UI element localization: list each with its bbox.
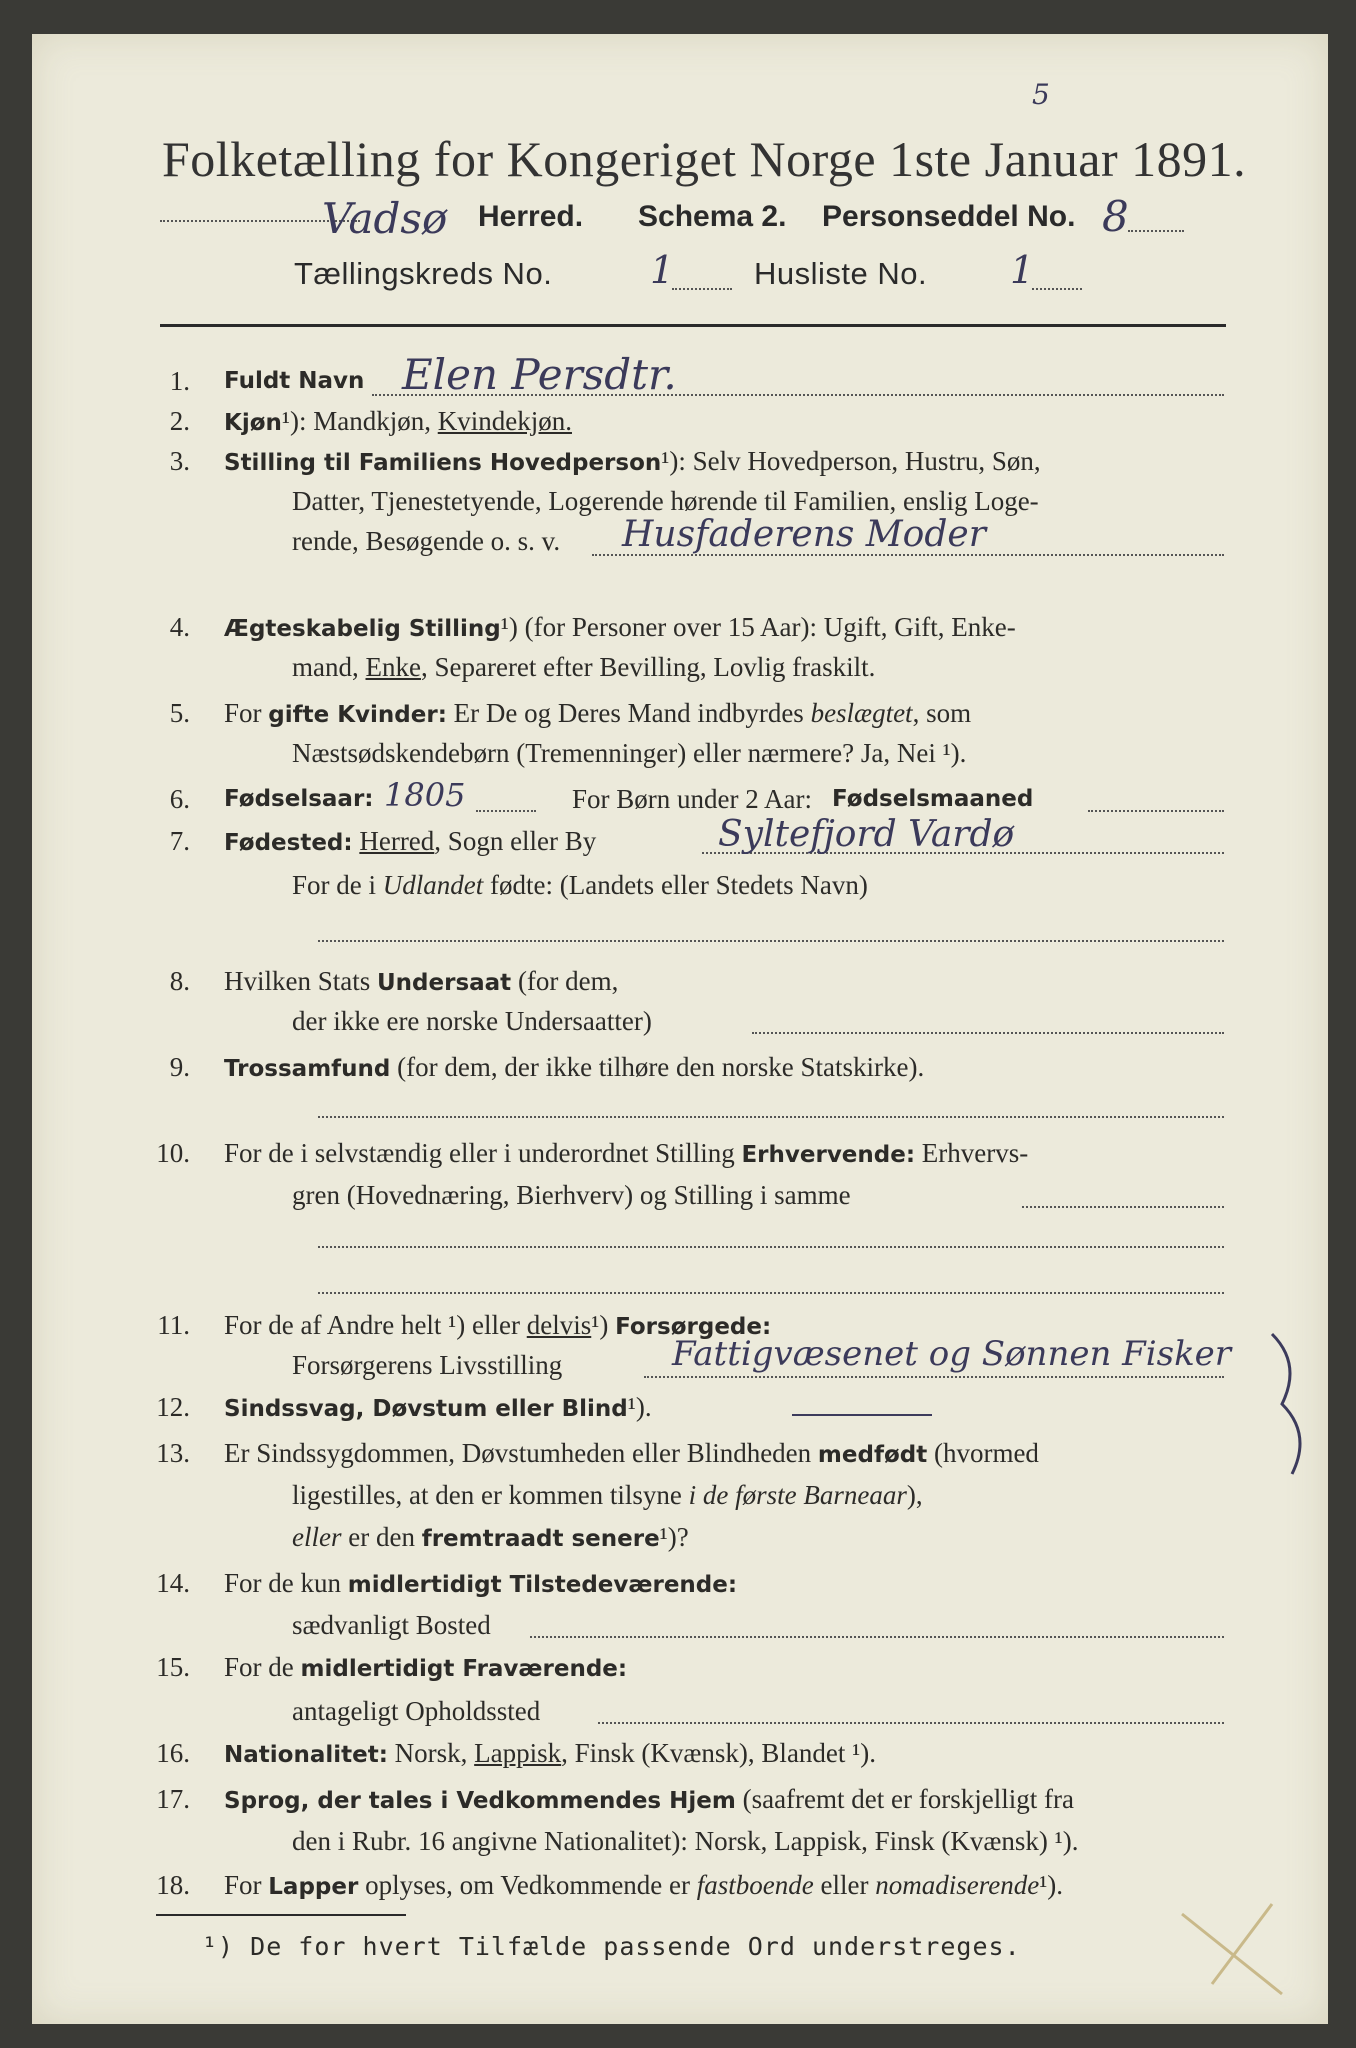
item-text: Er Sindssygdommen, Døvstumheden eller Blindheden — [224, 1438, 812, 1468]
item-number: 14. — [156, 1568, 190, 1598]
item-text: ¹) — [591, 1310, 609, 1340]
item-text: Er De og Deres Mand indbyrdes — [453, 698, 804, 728]
item-text: ligestilles, at den er kommen tilsyne — [292, 1480, 682, 1510]
footnote: ¹) De for hvert Tilfælde passende Ord understreges. — [202, 1932, 1021, 1961]
husliste-number: 1 — [1010, 248, 1035, 292]
item-text: ¹)? — [659, 1522, 689, 1552]
item-number: 3. — [169, 446, 190, 476]
selected-delvis: delvis — [526, 1310, 592, 1340]
item-text: ¹) (for Personer over 15 Aar): Ugift, Gift, Enke- — [500, 612, 1016, 642]
item-text: ¹). — [1039, 1870, 1064, 1900]
item-line — [224, 1738, 876, 1769]
fodselsaar-value: 1805 — [384, 776, 466, 814]
item-line — [224, 1052, 924, 1083]
item-text: (hvormed — [933, 1438, 1039, 1468]
item-label-undersaat: Undersaat — [377, 970, 512, 996]
item-number: 1. — [169, 366, 190, 396]
item-line — [292, 1522, 689, 1553]
item-label-sindssvag: Sindssvag, Døvstum eller Blind — [224, 1396, 628, 1422]
item-text: (for dem, der ikke tilhøre den norske Statskirke). — [397, 1052, 925, 1082]
item-text: (saafremt det er forskjelligt fra — [742, 1784, 1074, 1814]
kreds-label: Tællingskreds No. — [294, 256, 553, 291]
item-label-trossamfund: Trossamfund — [224, 1056, 391, 1082]
item-line — [224, 966, 618, 997]
item-text: , Sogn eller By — [434, 826, 597, 856]
selected-kvindekjon: Kvindekjøn. — [437, 406, 572, 436]
form-title: Folketælling for Kongeriget Norge 1ste Januar 1891. — [162, 131, 1247, 187]
husliste-dots — [1032, 288, 1082, 290]
item-number: 8. — [169, 966, 190, 996]
erhverv-dots-2 — [318, 1246, 1224, 1248]
bosted-dots — [530, 1636, 1224, 1638]
item-text: Hvilken Stats — [224, 966, 371, 996]
item-text: For de — [224, 1652, 294, 1682]
item-number: 13. — [156, 1438, 190, 1468]
personseddel-number: 8 — [1102, 192, 1129, 241]
census-form-sheet — [32, 34, 1328, 2024]
personseddel-dots — [1128, 230, 1184, 232]
item-text: ), — [906, 1480, 923, 1510]
item-line — [224, 1870, 1063, 1901]
schema-label: Schema 2. — [638, 200, 787, 233]
item-text: rende, Besøgende o. s. v. — [292, 526, 561, 556]
item-line — [292, 1480, 923, 1511]
item-text: den i Rubr. 16 angivne Nationalitet): Norsk, Lappisk, Finsk (Kvænsk) ¹). — [292, 1826, 1079, 1856]
fodselsaar-dots — [476, 810, 536, 812]
item-text: fastboende — [696, 1870, 814, 1900]
item-line — [292, 870, 868, 901]
item-number: 16. — [156, 1738, 190, 1768]
kreds-number: 1 — [650, 248, 675, 292]
item-text: Næstsødskendebørn (Tremenninger) eller nærmere? Ja, Nei ¹). — [292, 738, 967, 768]
item-text: For — [224, 1870, 262, 1900]
item-label-medfodt: medfødt — [817, 1442, 928, 1468]
item-number: 11. — [157, 1310, 190, 1340]
ink-cross-mark — [1172, 1894, 1292, 2004]
item-text: i de første Barneaar — [688, 1480, 907, 1510]
name-value: Elen Persdtr. — [402, 350, 677, 399]
header-rule — [160, 324, 1226, 327]
item-text: (for dem, — [517, 966, 619, 996]
kreds-dots — [672, 288, 732, 290]
item-label-fremtraadt: fremtraadt senere — [421, 1526, 660, 1552]
item-text: For — [224, 698, 262, 728]
item-label-stilling: Stilling til Familiens Hovedperson — [224, 450, 662, 476]
forsorger-value: Fattigvæsenet og Sønnen Fisker — [672, 1334, 1232, 1374]
item-label-lapper: Lapper — [268, 1874, 359, 1900]
item-line — [224, 1784, 1074, 1815]
item-text: nomadiserende — [875, 1870, 1040, 1900]
item-line — [224, 612, 1016, 643]
stilling-value: Husfaderens Moder — [622, 514, 986, 555]
item-label-nationalitet: Nationalitet: — [224, 1742, 388, 1768]
item-number: 17. — [156, 1784, 190, 1814]
item-label-sprog: Sprog, der tales i Vedkommendes Hjem — [224, 1788, 736, 1814]
item-text: fødte: (Landets eller Stedets Navn) — [490, 870, 868, 900]
fodested-value: Syltefjord Vardø — [718, 814, 1015, 855]
selected-lappisk: Lappisk — [474, 1738, 562, 1768]
item-number: 6. — [169, 784, 190, 814]
herred-label: Herred. — [478, 200, 584, 233]
personseddel-label: Personseddel No. — [822, 200, 1076, 233]
item-text: mand, — [292, 652, 359, 682]
item-text: ¹): Mandkjøn, — [281, 406, 431, 436]
undersaat-dots — [752, 1032, 1224, 1034]
item-label-fodselsaar: Fødselsaar: — [224, 786, 374, 812]
item-number: 9. — [169, 1052, 190, 1082]
item-text: sædvanligt Bosted — [292, 1610, 491, 1640]
item-text: ¹): Selv Hovedperson, Hustru, Søn, — [661, 446, 1041, 476]
item-text: For de i selvstændig eller i underordnet Stilling — [224, 1138, 735, 1168]
item-label-fodselsmaaned: Fødselsmaaned — [832, 786, 1034, 812]
item-text: Erhvervs- — [921, 1138, 1029, 1168]
item-text: Forsørgerens Livsstilling — [292, 1350, 563, 1380]
trossamfund-dots — [318, 1116, 1224, 1118]
item-line — [224, 1138, 1028, 1169]
item-number: 5. — [169, 698, 190, 728]
erhverv-dots-1 — [1022, 1206, 1224, 1208]
item-label-erhvervende: Erhvervende: — [741, 1142, 916, 1168]
item-text: For de kun — [224, 1568, 341, 1598]
item-text: , som — [912, 698, 972, 728]
item-label-forsorgede: Forsørgede: — [615, 1314, 772, 1340]
selected-enke: Enke — [365, 652, 421, 682]
herred-handwritten: Vadsø — [322, 194, 448, 243]
item-text: , Separeret efter Bevilling, Lovlig fraskilt. — [420, 652, 876, 682]
opholdssted-dots — [598, 1722, 1224, 1724]
item-label-fravaerende: midlertidigt Fraværende: — [300, 1656, 628, 1682]
item-number: 18. — [156, 1870, 190, 1900]
item-line — [224, 826, 596, 857]
item-text: Udlandet — [382, 870, 484, 900]
selected-herred: Herred — [359, 826, 435, 856]
item-text: eller — [820, 1870, 869, 1900]
item-text: For de i — [292, 870, 376, 900]
item-line — [224, 1652, 627, 1683]
item-text: For de af Andre helt ¹) eller — [224, 1310, 520, 1340]
udlandet-dots — [318, 940, 1224, 942]
item-label-fuldt-navn: Fuldt Navn — [224, 368, 365, 394]
item-text: Norsk, — [394, 1738, 468, 1768]
item-label-fodested: Fødested: — [224, 830, 353, 856]
margin-ink-mark — [1262, 1324, 1322, 1484]
item-line — [224, 1392, 652, 1423]
item-text: gren (Hovednæring, Bierhverv) og Stilling i samme — [292, 1180, 851, 1210]
item-text: Datter, Tjenestetyende, Logerende hørende til Familien, enslig Loge- — [292, 486, 1039, 516]
item-number: 10. — [156, 1138, 190, 1168]
item-text: ¹). — [627, 1392, 652, 1422]
page-mark: 5 — [1032, 78, 1050, 111]
item-text: , Finsk (Kvænsk), Blandet ¹). — [561, 1738, 876, 1768]
husliste-label: Husliste No. — [754, 256, 928, 291]
item-number: 12. — [156, 1392, 190, 1422]
item-line — [224, 446, 1041, 477]
item-line — [224, 1438, 1039, 1469]
item-number: 15. — [156, 1652, 190, 1682]
item-text: antageligt Opholdssted — [292, 1696, 541, 1726]
item-text: beslægtet — [810, 698, 913, 728]
fodselsmaaned-dots — [1088, 810, 1224, 812]
footnote-rule — [156, 1914, 406, 1916]
item-text: er den — [348, 1522, 415, 1552]
forsorger-dots — [644, 1376, 1224, 1378]
item-line — [224, 698, 971, 729]
item-text: For Børn under 2 Aar: — [572, 784, 812, 814]
item-line — [224, 1568, 737, 1599]
item-line — [224, 406, 572, 437]
item-number: 4. — [169, 612, 190, 642]
item-line — [292, 652, 875, 683]
item-number: 2. — [169, 406, 190, 436]
item-label-gifte-kvinder: gifte Kvinder: — [268, 702, 447, 728]
item-text: der ikke ere norske Undersaatter) — [292, 1006, 652, 1036]
item-label-aegteskabelig: Ægteskabelig Stilling — [224, 616, 501, 642]
item-label-tilstedevaerende: midlertidigt Tilstedeværende: — [347, 1572, 738, 1598]
item-label-kjon: Kjøn — [224, 410, 282, 436]
item-text: eller — [292, 1522, 342, 1552]
erhverv-dots-3 — [318, 1292, 1224, 1294]
ink-dash — [792, 1414, 932, 1416]
item-text: oplyses, om Vedkommende er — [365, 1870, 691, 1900]
item-number: 7. — [169, 826, 190, 856]
